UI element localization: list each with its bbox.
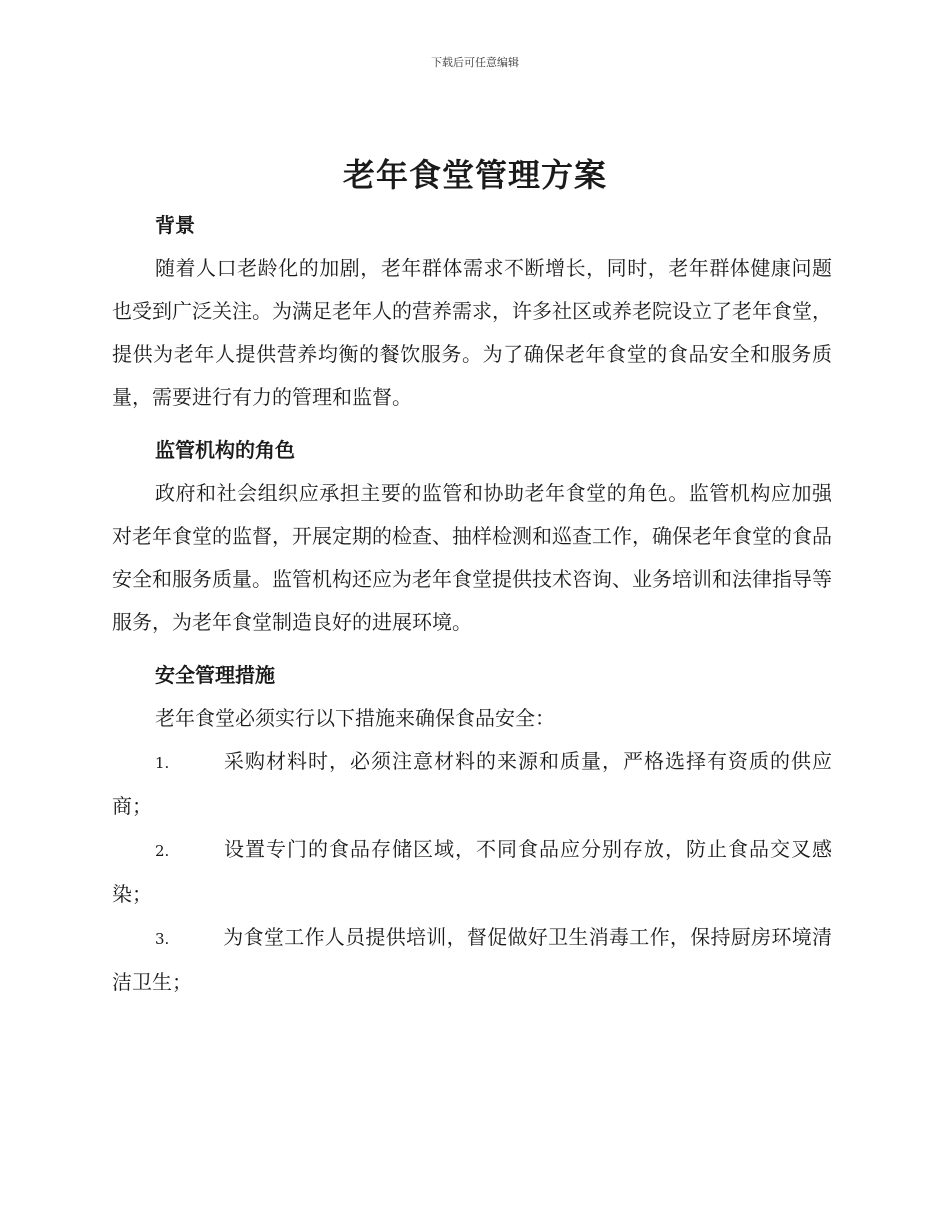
list-item-text: 设置专门的食品存储区域，不同食品应分别存放，防止食品交叉感染； [112, 837, 832, 906]
page-header: 下载后可任意编辑 [431, 56, 519, 69]
regulator-role-paragraph: 政府和社会组织应承担主要的监管和协助老年食堂的角色。监管机构应加强对老年食堂的监督，开展定期的检查、抽样检测和巡查工作，确保老年食堂的食品安全和服务质量。监管机构还应为老年食堂提供技术咨询、业务培训和法律指导等服务，为老年食堂制造良好的进展环境。 [112, 481, 832, 634]
document-body [112, 204, 832, 1004]
list-item [112, 916, 832, 1004]
list-item-text: 为食堂工作人员提供培训，督促做好卫生消毒工作，保持厨房环境清洁卫生； [112, 925, 832, 994]
list-item-number: 2. [155, 842, 170, 860]
section-heading-safety-measures: 安全管理措施 [155, 663, 275, 687]
list-item-number: 3. [155, 930, 170, 948]
document-title: 老年食堂管理方案 [342, 156, 607, 194]
section-heading-regulator-role: 监管机构的角色 [155, 438, 295, 462]
list-item [112, 740, 832, 828]
list-item-text: 采购材料时，必须注意材料的来源和质量，严格选择有资质的供应商； [112, 749, 832, 818]
list-item [112, 828, 832, 916]
safety-measures-intro: 老年食堂必须实行以下措施来确保食品安全： [155, 706, 555, 730]
section-heading-background: 背景 [155, 213, 195, 237]
list-item-number: 1. [155, 754, 170, 772]
background-paragraph: 随着人口老龄化的加剧，老年群体需求不断增长，同时，老年群体健康问题也受到广泛关注。为满足老年人的营养需求，许多社区或养老院设立了老年食堂，提供为老年人提供营养均衡的餐饮服务。为了确保老年食堂的食品安全和服务质量，需要进行有力的管理和监督。 [112, 256, 832, 409]
